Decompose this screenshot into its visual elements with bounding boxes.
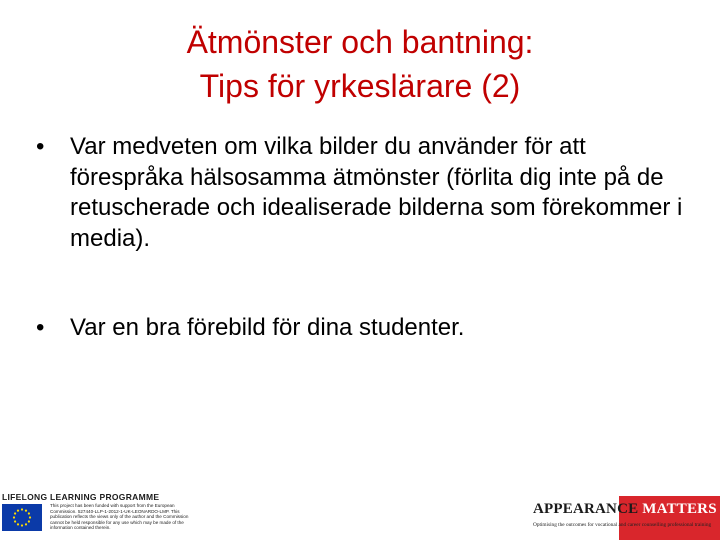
appearance-matters-tagline: Optimising the outcomes for vocational and career counselling professional training xyxy=(533,522,712,528)
bullet-text: Var en bra förebild för dina studenter. xyxy=(70,314,465,341)
slide-title-line-1: Ätmönster och bantning: xyxy=(186,24,534,60)
slide-title-line-2: Tips för yrkeslärare (2) xyxy=(199,68,521,104)
appearance-matters-name xyxy=(533,501,717,518)
bullet-marker: • xyxy=(36,314,45,341)
slide-title xyxy=(0,20,720,108)
bullet-text: Var medveten om vilka bilder du använder för att förespråka hälsosamma ätmönster (förlita dig inte på de retuscherade och idealiserade bilderna som förekommer i media). xyxy=(70,133,683,252)
eu-flag-icon xyxy=(2,504,42,531)
appearance-matters-word-2: MATTERS xyxy=(638,501,717,517)
eu-stars-icon xyxy=(2,504,42,531)
appearance-matters-word-1: APPEARANCE xyxy=(533,501,639,517)
bullet-item xyxy=(36,132,686,254)
llp-disclaimer-text: This project has been funded with support from the European Commission. 527440-LLP-1-2012-1-UK-LEONARDO-LMP. This publication reflects the views only of the author and the Commission cannot be held responsible for any use which may be made of the information contained therein. xyxy=(50,503,189,531)
lifelong-learning-programme-logo xyxy=(0,492,200,540)
bullet-item xyxy=(36,313,686,344)
bullet-list xyxy=(36,132,686,344)
llp-logo-title: LIFELONG LEARNING PROGRAMME xyxy=(2,492,160,502)
appearance-matters-logo xyxy=(533,496,720,540)
bullet-marker: • xyxy=(36,133,45,160)
